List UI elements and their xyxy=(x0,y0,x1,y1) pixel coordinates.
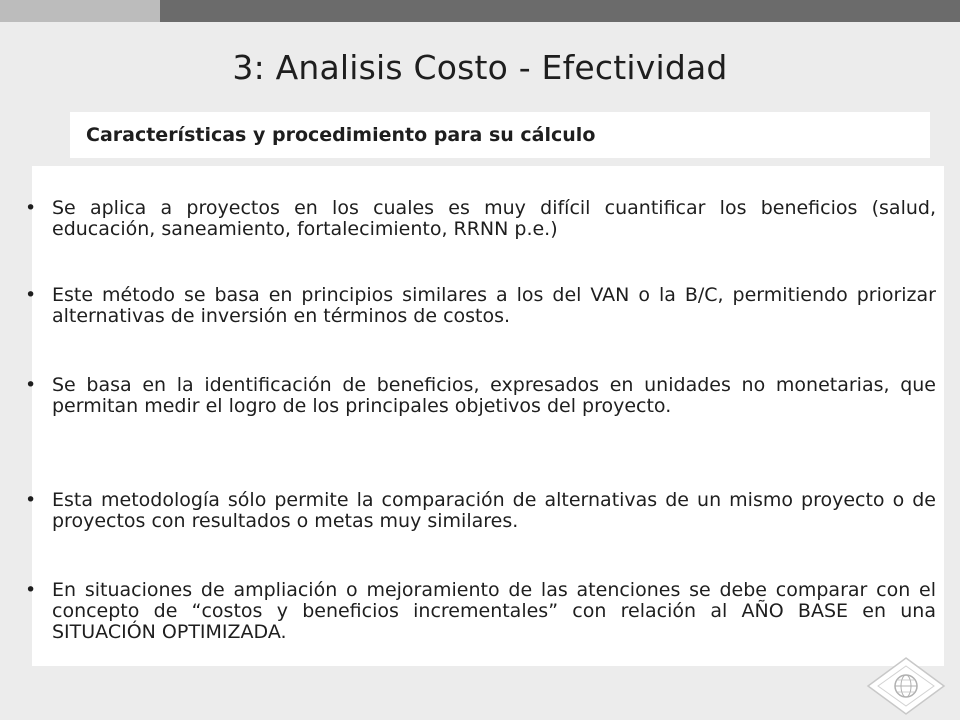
bullet-text: En situaciones de ampliación o mejoramiento de las atenciones se debe comparar con el concepto de “costos y beneficios incrementales” con relación al AÑO BASE en una SITUACIÓN OPTIMIZADA. xyxy=(52,579,936,643)
bullet-marker: • xyxy=(25,579,37,601)
bullet-marker: • xyxy=(25,489,37,511)
bullet-item xyxy=(25,284,936,327)
bullet-item xyxy=(25,579,936,643)
bullet-text: Se aplica a proyectos en los cuales es muy difícil cuantificar los beneficios (salud, educación, saneamiento, fortalecimiento, RRNN p.e.) xyxy=(52,197,936,240)
subtitle-band xyxy=(70,112,930,158)
top-bar-light-segment xyxy=(0,0,160,22)
bullet-marker: • xyxy=(25,284,37,306)
bullet-item xyxy=(25,197,936,240)
slide-subtitle: Características y procedimiento para su cálculo xyxy=(86,124,596,146)
bullet-item xyxy=(25,489,936,532)
bullet-marker: • xyxy=(25,197,37,219)
bullet-item xyxy=(25,374,936,417)
top-bar xyxy=(0,0,960,22)
globe-emblem-icon xyxy=(866,656,946,716)
slide-title: 3: Analisis Costo - Efectividad xyxy=(232,48,728,87)
bullet-text: Esta metodología sólo permite la comparación de alternativas de un mismo proyecto o de proyectos con resultados o metas muy similares. xyxy=(52,489,936,532)
bullet-text: Este método se basa en principios similares a los del VAN o la B/C, permitiendo priorizar alternativas de inversión en términos de costos. xyxy=(52,284,936,327)
bullet-text: Se basa en la identificación de beneficios, expresados en unidades no monetarias, que permitan medir el logro de los principales objetivos del proyecto. xyxy=(52,374,936,417)
top-bar-dark-segment xyxy=(160,0,960,22)
bullet-marker: • xyxy=(25,374,37,396)
